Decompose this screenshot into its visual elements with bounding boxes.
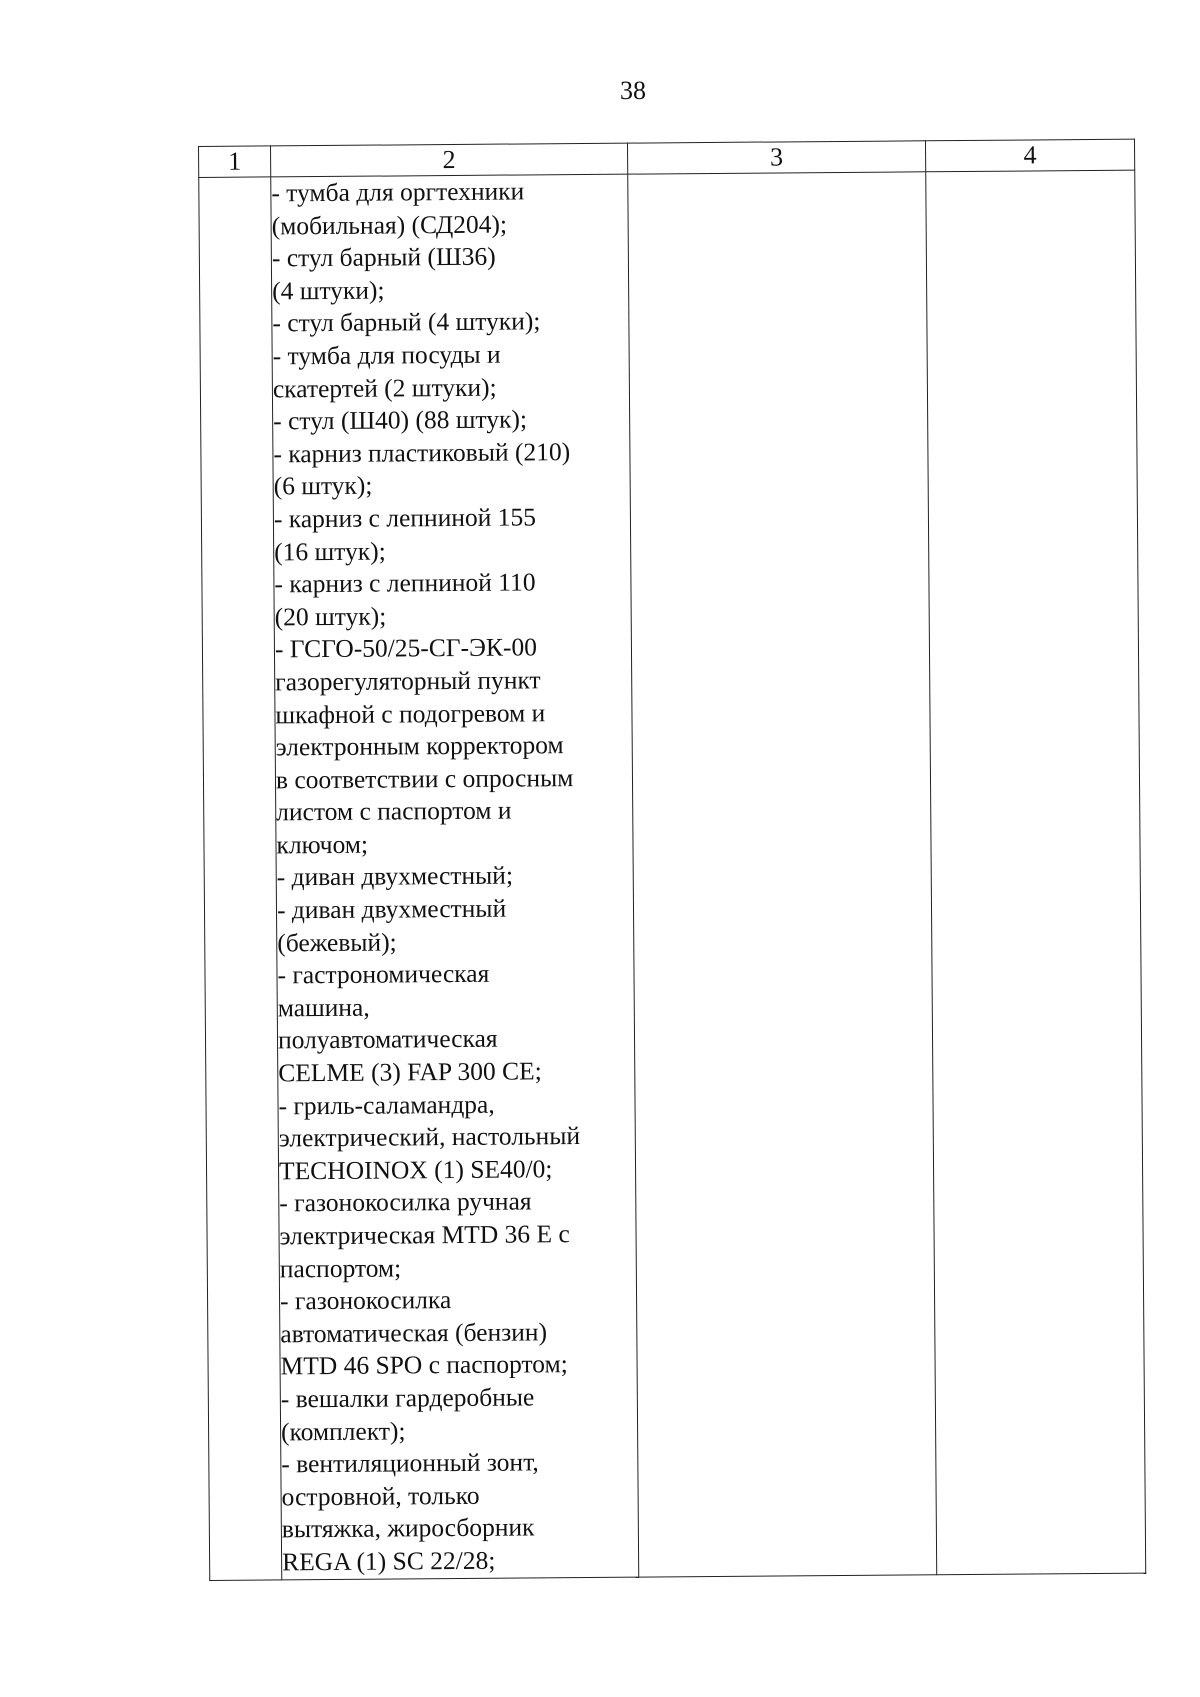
list-item: - гастрономическая машина, полуавтоматическая CELME (3) FAP 300 CE; bbox=[277, 958, 542, 1088]
list-item: - диван двухместный (бежевый); bbox=[276, 893, 507, 958]
page-number: 38 bbox=[620, 76, 646, 105]
list-item: - тумба для посуды и скатертей (2 штуки); bbox=[272, 339, 501, 403]
list-item: - гриль-саламандра, электрический, настольный TECHOINOX (1) SE40/0; bbox=[278, 1089, 581, 1186]
cell-col-3 bbox=[628, 172, 937, 1577]
list-item: - газонокосилка ручная электрическая MTD 36 E с паспортом; bbox=[279, 1186, 570, 1283]
list-item: - стул (Ш40) (88 штук); bbox=[273, 404, 528, 436]
list-item: - газонокосилка автоматическая (бензин) MTD 46 SPO с паспортом; bbox=[279, 1285, 568, 1381]
column-header-3: 3 bbox=[627, 141, 925, 174]
column-header-1: 1 bbox=[199, 146, 271, 178]
document-table-container bbox=[198, 139, 1145, 1580]
list-item: - ГСГО-50/25-СГ-ЭК-00 газорегуляторный пункт шкафной с подогревом и электронным корректором в соответствии с опросным листом с паспортом и ключом; bbox=[274, 632, 574, 860]
cell-col-4 bbox=[926, 170, 1146, 1574]
cell-col-2-items bbox=[271, 174, 639, 1579]
column-header-2: 2 bbox=[271, 143, 628, 177]
list-item: - карниз с лепниной 155 (16 штук); bbox=[273, 502, 537, 566]
table-row bbox=[199, 170, 1146, 1580]
list-item: - стул барный (4 штуки); bbox=[272, 306, 541, 338]
list-item: - диван двухместный; bbox=[276, 861, 514, 892]
cell-col-1 bbox=[199, 177, 282, 1580]
list-item: - тумба для оргтехники (мобильная) (СД204); bbox=[271, 176, 525, 241]
equipment-list bbox=[271, 175, 638, 1579]
list-item: - карниз с лепниной 110 (20 штук); bbox=[274, 567, 536, 632]
column-header-4: 4 bbox=[925, 139, 1134, 172]
list-item: - вешалки гардеробные (комплект); bbox=[280, 1382, 535, 1446]
list-item: - карниз пластиковый (210) (6 штук); bbox=[273, 436, 571, 501]
list-item: - стул барный (Ш36) (4 штуки); bbox=[271, 241, 496, 306]
document-table bbox=[198, 139, 1146, 1581]
list-item: - вентиляционный зонт, островной, только вытяжка, жиросборник REGA (1) SC 22/28; bbox=[281, 1447, 539, 1577]
